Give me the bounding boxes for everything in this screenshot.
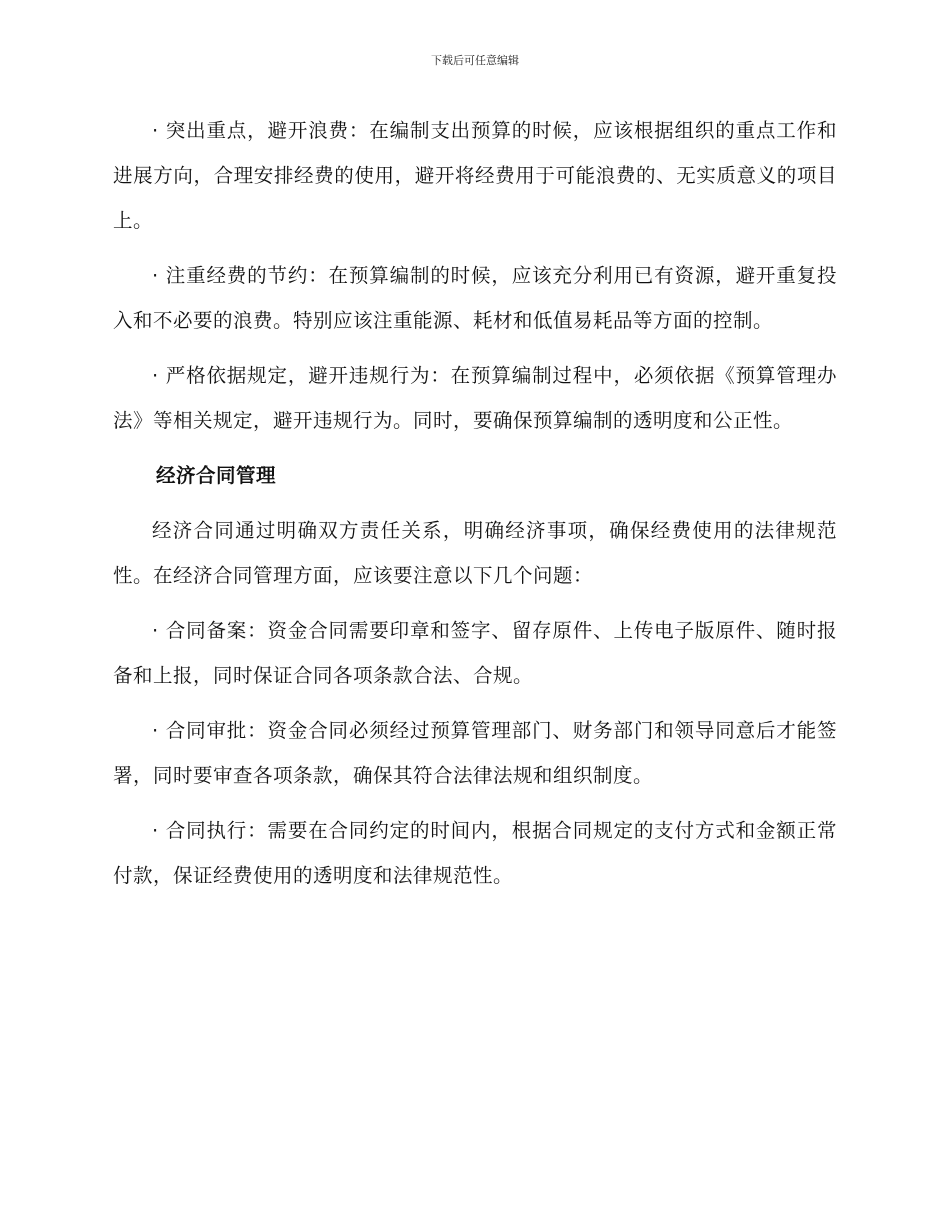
page-header: 下载后可任意编辑 [431, 54, 519, 67]
list-item-contract-execution: · 合同执行：需要在合同约定的时间内，根据合同规定的支付方式和金额正常付款，保证经费使用的透明度和法律规范性。 [113, 819, 837, 887]
paragraph-save-funds: · 注重经费的节约：在预算编制的时候，应该充分利用已有资源，避开重复投入和不必要的浪费。特别应该注重能源、耗材和低值易耗品等方面的控制。 [113, 264, 837, 332]
list-item-contract-approval: · 合同审批：资金合同必须经过预算管理部门、财务部门和领导同意后才能签署，同时要审查各项条款，确保其符合法律法规和组织制度。 [113, 719, 837, 787]
section-heading: 经济合同管理 [156, 464, 277, 487]
paragraph-highlight-priorities: · 突出重点，避开浪费：在编制支出预算的时候，应该根据组织的重点工作和进展方向，合理安排经费的使用，避开将经费用于可能浪费的、无实质意义的项目上。 [113, 119, 837, 232]
section-intro: 经济合同通过明确双方责任关系，明确经济事项，确保经费使用的法律规范性。在经济合同管理方面，应该要注意以下几个问题： [113, 519, 837, 587]
list-item-contract-filing: · 合同备案：资金合同需要印章和签字、留存原件、上传电子版原件、随时报备和上报，同时保证合同各项条款合法、合规。 [113, 619, 837, 687]
paragraph-follow-rules: · 严格依据规定，避开违规行为：在预算编制过程中，必须依据《预算管理办法》等相关规定，避开违规行为。同时，要确保预算编制的透明度和公正性。 [113, 364, 837, 432]
document-body [113, 108, 837, 908]
